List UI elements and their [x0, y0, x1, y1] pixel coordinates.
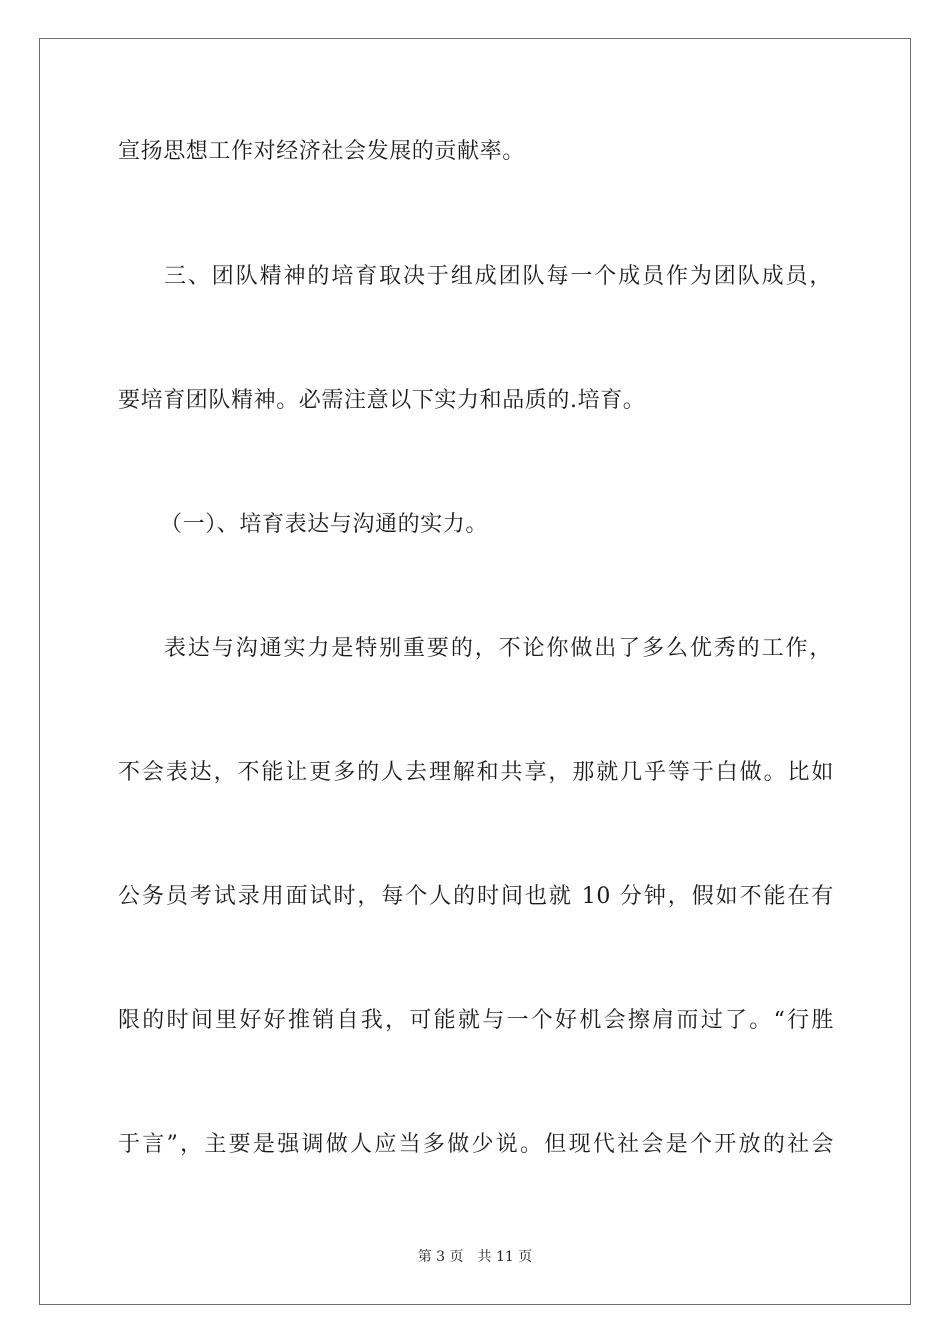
- page-total: 共 11 页: [477, 1249, 533, 1265]
- text-line-6: 不会表达，不能让更多的人去理解和共享，那就几乎等于白做。比如: [118, 760, 834, 785]
- text-line-7: 公务员考试录用面试时，每个人的时间也就 10 分钟，假如不能在有: [118, 884, 834, 909]
- page-number: 第 3 页: [417, 1249, 464, 1265]
- text-line-8: 限的时间里好好推销自我，可能就与一个好机会擦肩而过了。“行胜: [118, 1008, 834, 1033]
- text-line-5: 表达与沟通实力是特别重要的，不论你做出了多么优秀的工作，: [164, 636, 832, 661]
- text-line-2: 三、团队精神的培育取决于组成团队每一个成员作为团队成员，: [164, 264, 832, 289]
- text-line-1: 宣扬思想工作对经济社会发展的贡献率。: [118, 139, 525, 164]
- text-line-3: 要培育团队精神。必需注意以下实力和品质的.培育。: [118, 388, 646, 413]
- page-border: [39, 38, 911, 1305]
- page-footer: [0, 1246, 950, 1266]
- text-line-9: 于言”，主要是强调做人应当多做少说。但现代社会是个开放的社会: [118, 1132, 834, 1157]
- section-heading: （一）、培育表达与沟通的实力。: [160, 512, 489, 537]
